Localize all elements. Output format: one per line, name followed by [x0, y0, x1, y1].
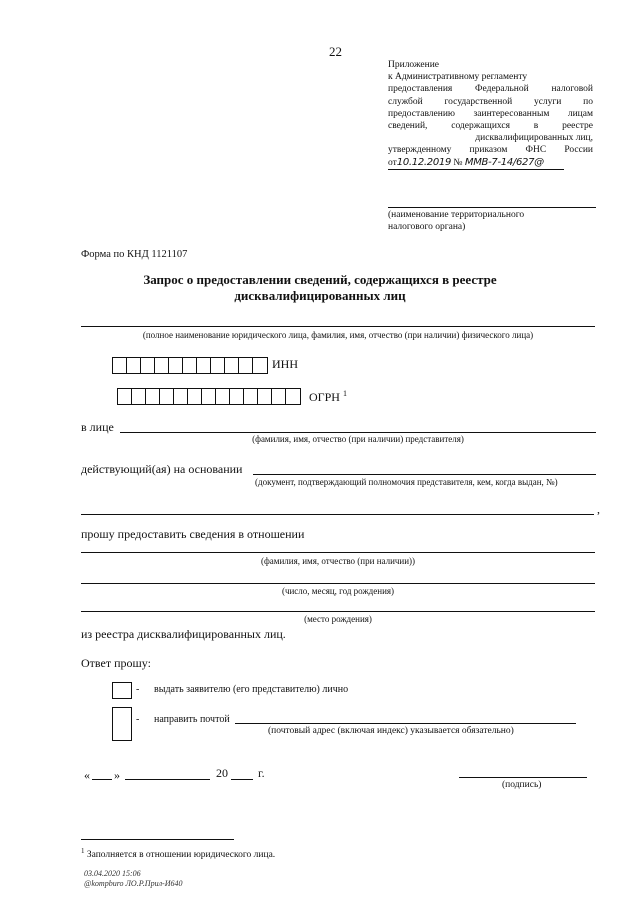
appendix-line: предоставлению заинтересованным лицам — [388, 108, 593, 119]
option-mail-label: направить почтой — [154, 714, 230, 725]
date-month-line[interactable] — [125, 779, 210, 780]
form-title-line: дисквалифицированных лиц — [234, 288, 406, 303]
basis-line-2[interactable] — [81, 514, 594, 515]
ogrn-label — [309, 389, 347, 405]
basis-line[interactable] — [253, 474, 596, 475]
footnote-divider — [81, 839, 234, 840]
date-year-line[interactable] — [231, 779, 253, 780]
form-title-line: Запрос о предоставлении сведений, содержащихся в реестре — [143, 272, 497, 287]
appendix-line: Приложение — [388, 60, 439, 70]
order-date: 10.12.2019 — [396, 156, 452, 168]
order-number: ММВ-7-14/627@ — [464, 156, 544, 168]
inn-label: ИНН — [272, 357, 298, 371]
fullname-caption: (полное наименование юридического лица, фамилия, имя, отчество (при наличии) физического лица) — [142, 330, 534, 340]
appendix-line: утвержденному приказом ФНС России — [388, 145, 593, 156]
appendix-line: дисквалифицированных лиц, — [475, 133, 593, 144]
date-open-quote: « — [84, 768, 90, 782]
mail-caption: (почтовый адрес (включая индекс) указывается обязательно) — [268, 726, 514, 736]
order-prefix: от — [388, 157, 397, 168]
mail-address-line[interactable] — [235, 723, 576, 724]
fullname-line[interactable] — [81, 326, 595, 327]
order-reference — [388, 157, 564, 170]
person-line[interactable] — [81, 552, 595, 553]
footnote-mark: 1 — [81, 847, 85, 855]
appendix-line: к Административному регламенту — [388, 72, 528, 83]
footnote-text: Заполняется в отношении юридического лица. — [86, 850, 276, 861]
option-personal-checkbox[interactable] — [112, 682, 132, 699]
ogrn-cells[interactable] — [117, 388, 301, 405]
order-no-label: № — [453, 157, 463, 168]
page-number: 22 — [329, 44, 342, 59]
birthdate-line[interactable] — [81, 583, 595, 584]
ogrn-label-text: ОГРН — [309, 390, 340, 404]
print-stamp — [84, 869, 183, 889]
footnote-ref: 1 — [342, 389, 347, 398]
form-title — [0, 272, 640, 304]
footnote — [81, 846, 275, 862]
tax-office-line[interactable] — [388, 207, 596, 208]
appendix-block — [388, 59, 593, 170]
stamp-line: 03.04.2020 15:06 — [84, 869, 141, 878]
option-dash: - — [136, 714, 140, 725]
comma: , — [597, 502, 600, 516]
person-caption: (фамилия, имя, отчество (при наличии)) — [260, 556, 416, 566]
appendix-line: предоставления Федеральной налоговой — [388, 84, 593, 95]
stamp-line: @kompburo ЛО.Р.Прил-И640 — [84, 879, 183, 888]
option-dash: - — [136, 684, 140, 695]
represented-line[interactable] — [120, 432, 596, 433]
basis-caption: (документ, подтверждающий полномочия представителя, кем, когда выдан, №) — [255, 477, 558, 487]
tax-office-caption: (наименование территориального налогового органа) — [388, 210, 525, 232]
year-prefix: 20 — [216, 766, 228, 780]
year-suffix: г. — [258, 766, 265, 780]
represented-label: в лице — [81, 420, 114, 434]
date-close-quote: » — [114, 768, 120, 782]
represented-caption: (фамилия, имя, отчество (при наличии) представителя) — [252, 434, 464, 444]
form-code: Форма по КНД 1121107 — [81, 249, 188, 260]
signature-line[interactable] — [459, 777, 587, 778]
date-day-line[interactable] — [92, 779, 112, 780]
inn-cells[interactable] — [112, 357, 268, 374]
birthdate-caption: (число, месяц, год рождения) — [281, 586, 395, 596]
option-personal-label: выдать заявителю (его представителю) лично — [154, 684, 349, 695]
birthplace-caption: (место рождения) — [304, 614, 372, 624]
appendix-line: сведений, содержащихся в реестре — [388, 121, 593, 132]
appendix-line: службой государственной услуги по — [388, 96, 593, 107]
registry-text: из реестра дисквалифицированных лиц. — [81, 627, 286, 641]
birthplace-line[interactable] — [81, 611, 595, 612]
signature-caption: (подпись) — [502, 780, 542, 790]
answer-label: Ответ прошу: — [81, 656, 151, 670]
request-label: прошу предоставить сведения в отношении — [81, 527, 305, 541]
basis-label: действующий(ая) на основании — [81, 462, 243, 476]
option-mail-checkbox[interactable] — [112, 707, 132, 741]
